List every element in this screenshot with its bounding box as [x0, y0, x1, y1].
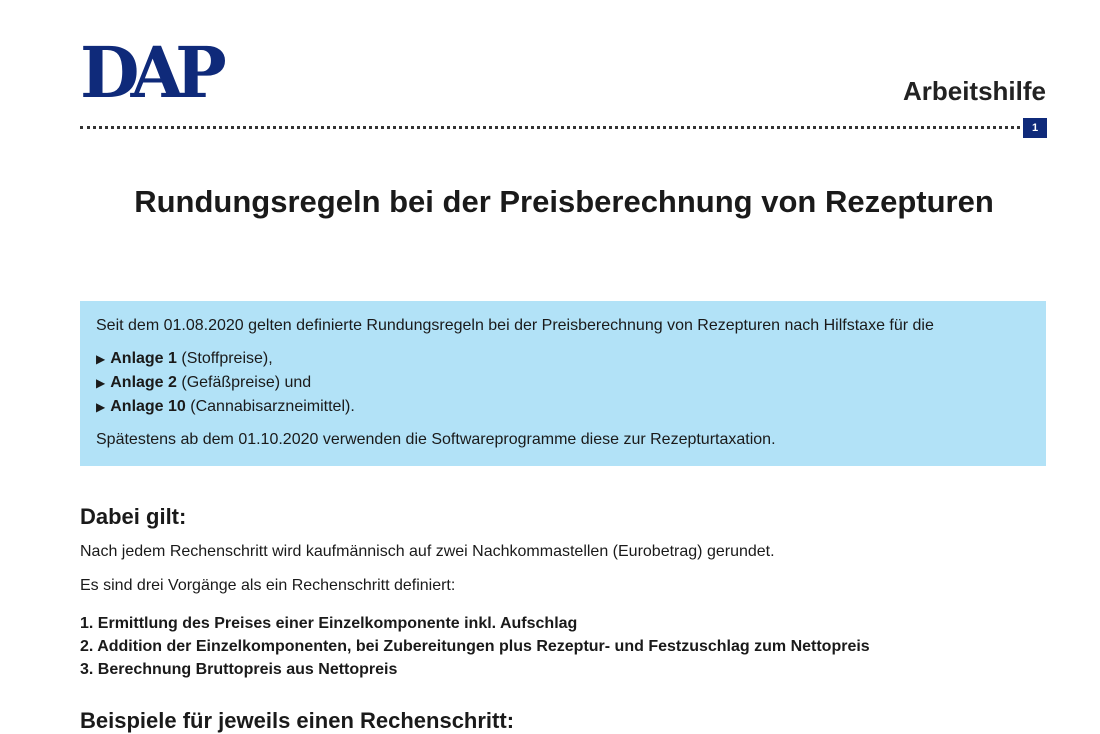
page-number-badge: 1 [1023, 118, 1047, 138]
section-heading-dabei-gilt: Dabei gilt: [80, 504, 187, 529]
triangle-bullet-icon: ▶ [96, 376, 106, 390]
anlage-list [96, 347, 1030, 419]
document-type-label: Arbeitshilfe [902, 76, 1046, 106]
anlage-item: ▶ Anlage 1 (Stoffpreise), [96, 347, 1030, 371]
header-divider [80, 126, 1020, 129]
page-title: Rundungsregeln bei der Preisberechnung von Rezepturen [134, 184, 994, 219]
calculation-step: 2. Addition der Einzelkomponenten, bei Zubereitungen plus Rezeptur- und Festzuschlag zum Nettopreis [80, 638, 870, 655]
calculation-step: 1. Ermittlung des Preises einer Einzelkomponente inkl. Aufschlag [80, 615, 578, 632]
anlage-item: ▶ Anlage 10 (Cannabisarzneimittel). [96, 395, 1030, 419]
section-heading-beispiele: Beispiele für jeweils einen Rechenschritt: [80, 708, 515, 733]
calculation-steps-list [80, 612, 870, 681]
info-intro: Seit dem 01.08.2020 gelten definierte Rundungsregeln bei der Preisberechnung von Rezepturen nach Hilfstaxe für die [96, 317, 934, 334]
triangle-bullet-icon: ▶ [96, 352, 106, 366]
calculation-step: 3. Berechnung Bruttopreis aus Nettopreis [80, 661, 398, 678]
triangle-bullet-icon: ▶ [96, 400, 106, 414]
anlage-item: ▶ Anlage 2 (Gefäßpreise) und [96, 371, 1030, 395]
info-outro: Spätestens ab dem 01.10.2020 verwenden die Softwareprogramme diese zur Rezepturtaxation. [96, 431, 776, 448]
rounding-rule-text: Nach jedem Rechenschritt wird kaufmännisch auf zwei Nachkommastellen (Eurobetrag) gerundet. [80, 543, 775, 560]
steps-intro-text: Es sind drei Vorgänge als ein Rechenschritt definiert: [80, 577, 456, 594]
info-box [80, 301, 1046, 466]
dap-logo: DAP [80, 31, 218, 114]
